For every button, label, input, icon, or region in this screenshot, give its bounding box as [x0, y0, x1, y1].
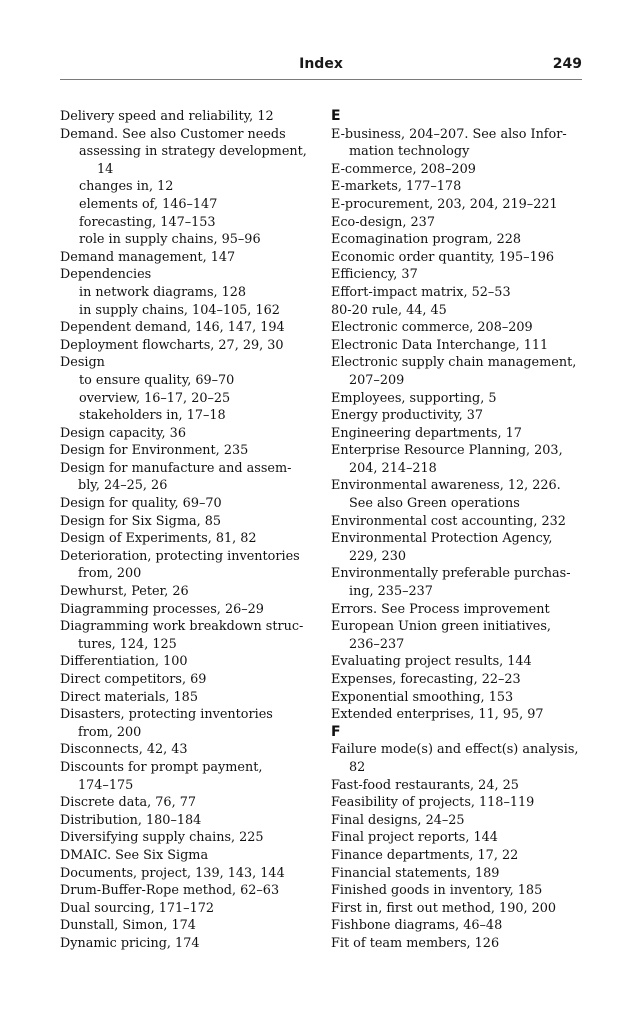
index-entry [60, 759, 320, 794]
index-entry [331, 935, 586, 953]
index-entry-line: Environmental awareness, 12, 226. [331, 478, 561, 494]
index-entry-line: See also Green operations [349, 496, 520, 512]
index-entry-line: Discounts for prompt payment, [60, 759, 263, 775]
index-entry [331, 706, 586, 724]
index-entry-line: Design for Six Sigma, 85 [60, 513, 221, 529]
section-letter: F [331, 723, 341, 740]
index-entry-line: Electronic commerce, 208–209 [331, 320, 533, 336]
index-entry-line: First in, first out method, 190, 200 [331, 900, 557, 916]
index-entry [60, 741, 320, 759]
index-entry-line: Delivery speed and reliability, 12 [60, 109, 274, 124]
index-entry [331, 161, 586, 179]
index-entry [331, 266, 586, 284]
index-entry-line: E-commerce, 208–209 [331, 161, 476, 177]
index-entry-line: Electronic Data Interchange, 111 [331, 337, 549, 353]
index-entry-line: Demand. See also Customer needs [60, 126, 286, 142]
index-entry [331, 231, 586, 249]
index-entry-line: Finished goods in inventory, 185 [331, 883, 543, 899]
index-entry-line: Design [60, 355, 105, 371]
index-entry-line: Design for manufacture and assem- [60, 460, 292, 476]
index-entry [60, 671, 320, 689]
header-divider [60, 79, 582, 80]
index-entry-line: overview, 16–17, 20–25 [79, 390, 231, 406]
index-entry-line: bly, 24–25, 26 [78, 478, 168, 494]
index-entry-line: Efficiency, 37 [331, 267, 418, 283]
index-entry-line: Environmental cost accounting, 232 [331, 513, 566, 529]
index-entry [331, 126, 586, 161]
index-entry-line: Diversifying supply chains, 225 [60, 830, 264, 846]
index-entry-line: Diagramming work breakdown struc- [60, 619, 304, 635]
index-entry [60, 108, 320, 126]
index-entry [331, 689, 586, 707]
index-entry-line: Final project reports, 144 [331, 830, 498, 846]
index-entry-line: Dynamic pricing, 174 [60, 935, 200, 951]
index-entry-line: Differentiation, 100 [60, 654, 188, 670]
index-entry [331, 337, 586, 355]
index-entry-line: Economic order quantity, 195–196 [331, 249, 554, 265]
index-entry-line: Expenses, forecasting, 22–23 [331, 672, 521, 687]
index-entry [331, 794, 586, 812]
index-entry [60, 865, 320, 883]
index-entry-line: Direct competitors, 69 [60, 672, 207, 687]
index-entry [331, 900, 586, 918]
index-entry-line: Final designs, 24–25 [331, 812, 465, 828]
index-entry [331, 865, 586, 883]
index-entry-line: 80-20 rule, 44, 45 [331, 302, 447, 318]
index-entry-line: 174–175 [78, 777, 134, 793]
index-entry [60, 548, 320, 583]
index-entry [331, 847, 586, 865]
index-entry-line: Direct materials, 185 [60, 689, 198, 705]
index-entry-line: Documents, project, 139, 143, 144 [60, 865, 285, 881]
index-entry-line: from, 200 [78, 566, 142, 582]
index-entry-line: from, 200 [78, 724, 142, 740]
index-entry [331, 777, 586, 795]
index-entry [331, 812, 586, 830]
index-entry-line: Fit of team members, 126 [331, 935, 500, 951]
index-subentry [60, 390, 320, 408]
index-entry-line: elements of, 146–147 [79, 196, 218, 212]
index-entry-line: Engineering departments, 17 [331, 425, 522, 441]
index-entry-line: Dewhurst, Peter, 26 [60, 584, 189, 600]
index-entry [60, 706, 320, 741]
index-subentry [60, 284, 320, 302]
index-entry [331, 354, 586, 389]
index-entry-line: Errors. See Process improvement [331, 601, 550, 617]
index-column-right [331, 108, 586, 953]
index-column-left [60, 108, 320, 953]
index-entry [331, 442, 586, 477]
index-entry [60, 337, 320, 355]
index-entry-line: Failure mode(s) and effect(s) analysis, [331, 742, 579, 758]
index-entry-line: E-procurement, 203, 204, 219–221 [331, 196, 558, 212]
index-entry [331, 653, 586, 671]
index-entry [331, 284, 586, 302]
index-entry [60, 847, 320, 865]
index-entry-line: 204, 214–218 [349, 460, 437, 476]
index-entry [331, 425, 586, 443]
index-entry-line: Dependent demand, 146, 147, 194 [60, 320, 285, 336]
index-entry [331, 565, 586, 600]
index-entry-line: Discrete data, 76, 77 [60, 795, 196, 811]
index-entry-line: to ensure quality, 69–70 [79, 372, 235, 388]
index-entry [60, 618, 320, 653]
index-entry [331, 671, 586, 689]
index-entry-line: 82 [349, 759, 366, 775]
index-entry [331, 513, 586, 531]
index-entry [60, 900, 320, 918]
index-entry [60, 354, 320, 372]
section-letter: E [331, 108, 341, 124]
index-entry [331, 178, 586, 196]
index-subentry [60, 214, 320, 232]
index-subentry [60, 231, 320, 249]
index-entry-line: Diagramming processes, 26–29 [60, 601, 264, 617]
index-entry-line: Dunstall, Simon, 174 [60, 918, 196, 934]
index-entry-line: Electronic supply chain management, [331, 355, 577, 371]
index-entry [60, 917, 320, 935]
index-entry-line: Disconnects, 42, 43 [60, 742, 188, 758]
index-entry [60, 249, 320, 267]
index-entry [331, 319, 586, 337]
page-title: Index [299, 56, 343, 72]
index-entry [60, 812, 320, 830]
index-entry-line: Design capacity, 36 [60, 425, 186, 441]
index-entry-line: stakeholders in, 17–18 [79, 408, 226, 424]
index-entry-line: forecasting, 147–153 [79, 214, 216, 230]
index-entry-line: ing, 235–237 [349, 584, 433, 600]
index-entry-line: Drum-Buffer-Rope method, 62–63 [60, 883, 280, 899]
index-entry-line: Fast-food restaurants, 24, 25 [331, 777, 519, 793]
index-entry [331, 302, 586, 320]
index-subentry [60, 302, 320, 320]
index-entry-line: in supply chains, 104–105, 162 [79, 302, 280, 318]
index-subentry [60, 372, 320, 390]
index-entry-line: European Union green initiatives, [331, 619, 551, 635]
index-entry [331, 917, 586, 935]
index-entry-line: Dependencies [60, 267, 152, 283]
index-entry-line: 236–237 [349, 636, 405, 652]
index-entry [60, 882, 320, 900]
index-entry-line: Evaluating project results, 144 [331, 654, 532, 670]
index-subentry [60, 178, 320, 196]
index-entry-line: Effort-impact matrix, 52–53 [331, 284, 511, 300]
index-entry-line: mation technology [349, 144, 470, 160]
index-entry-line: assessing in strategy development, [79, 144, 307, 160]
index-entry-line: DMAIC. See Six Sigma [60, 847, 209, 863]
index-entry [331, 741, 586, 776]
index-entry-line: Extended enterprises, 11, 95, 97 [331, 707, 544, 723]
index-entry [331, 601, 586, 619]
index-entry [331, 882, 586, 900]
index-entry-line: 229, 230 [349, 548, 406, 564]
index-entry-line: changes in, 12 [79, 179, 174, 195]
index-entry-line: Exponential smoothing, 153 [331, 689, 514, 705]
index-entry [60, 583, 320, 601]
index-entry-line: Environmental Protection Agency, [331, 531, 553, 547]
index-entry-line: Enterprise Resource Planning, 203, [331, 443, 563, 459]
index-entry-line: Distribution, 180–184 [60, 812, 202, 828]
index-entry [60, 460, 320, 495]
index-entry [60, 689, 320, 707]
index-entry [60, 653, 320, 671]
index-entry-line: Feasibility of projects, 118–119 [331, 795, 535, 811]
index-entry [331, 530, 586, 565]
index-entry-line: Employees, supporting, 5 [331, 390, 497, 406]
index-entry-line: Dual sourcing, 171–172 [60, 900, 215, 916]
index-entry-line: 207–209 [349, 372, 405, 388]
index-entry-line: E-markets, 177–178 [331, 179, 462, 195]
index-entry [60, 829, 320, 847]
index-entry-line: Disasters, protecting inventories [60, 707, 273, 723]
index-entry [60, 266, 320, 284]
index-entry-line: Deployment flowcharts, 27, 29, 30 [60, 337, 284, 353]
index-subentry [60, 196, 320, 214]
index-entry-line: Ecomagination program, 228 [331, 232, 522, 248]
index-subentry [60, 407, 320, 425]
index-entry [331, 196, 586, 214]
index-entry [60, 495, 320, 513]
index-entry-line: Design for Environment, 235 [60, 443, 249, 459]
index-entry-line: Financial statements, 189 [331, 865, 500, 881]
index-entry [60, 442, 320, 460]
index-entry-line: 14 [97, 161, 114, 177]
index-entry-line: Finance departments, 17, 22 [331, 847, 519, 863]
index-entry [60, 530, 320, 548]
index-entry [60, 601, 320, 619]
index-entry-line: tures, 124, 125 [78, 636, 177, 652]
index-entry-line: E-business, 204–207. See also Infor- [331, 126, 567, 142]
index-entry [331, 477, 586, 512]
index-entry [60, 794, 320, 812]
index-entry-line: Energy productivity, 37 [331, 408, 484, 424]
index-entry [60, 935, 320, 953]
index-entry [331, 829, 586, 847]
index-entry-line: role in supply chains, 95–96 [79, 232, 261, 248]
index-entry-line: Fishbone diagrams, 46–48 [331, 918, 503, 934]
index-entry-line: Eco-design, 237 [331, 214, 435, 230]
index-entry [60, 513, 320, 531]
index-entry [331, 618, 586, 653]
index-entry-line: Demand management, 147 [60, 249, 236, 265]
index-entry [331, 407, 586, 425]
index-subentry [60, 143, 320, 178]
index-entry-line: in network diagrams, 128 [79, 284, 247, 300]
page-number: 249 [552, 56, 582, 72]
running-header [60, 56, 582, 78]
index-entry [60, 126, 320, 144]
index-entry-line: Design of Experiments, 81, 82 [60, 531, 257, 547]
index-entry [331, 390, 586, 408]
index-entry [331, 214, 586, 232]
index-entry [60, 319, 320, 337]
index-entry-line: Deterioration, protecting inventories [60, 548, 300, 564]
index-entry [60, 425, 320, 443]
index-entry-line: Design for quality, 69–70 [60, 496, 222, 512]
index-entry [331, 249, 586, 267]
index-entry-line: Environmentally preferable purchas- [331, 566, 571, 582]
